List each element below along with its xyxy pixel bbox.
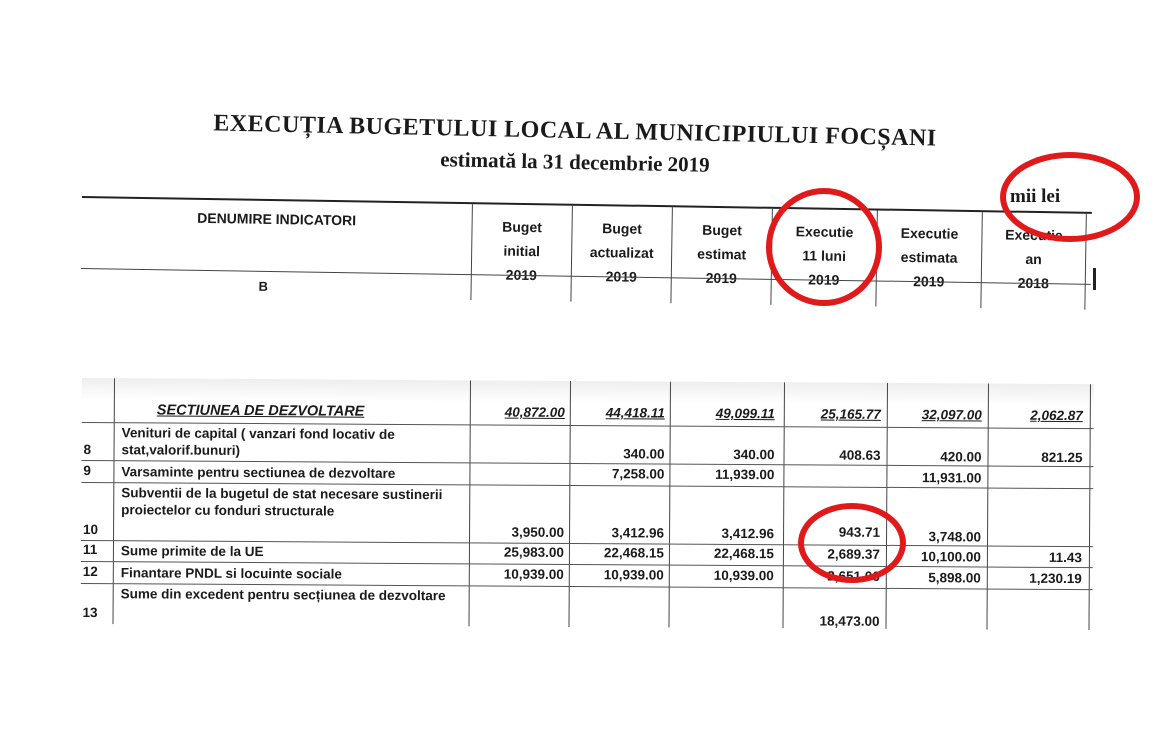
row-name: Subventii de la bugetul de stat necesare sustinerii proiectelor cu fonduri structurale — [121, 485, 443, 519]
row-number: 13 — [82, 605, 98, 621]
row-number: 9 — [83, 463, 91, 479]
header-col-4-line-2: 11 luni — [802, 247, 847, 265]
row-value: 2,062.87 — [1030, 407, 1083, 424]
row-number: 11 — [82, 542, 98, 558]
header-name: DENUMIRE INDICATORI — [197, 209, 357, 229]
table-row — [80, 585, 1092, 630]
header-col-2-line-2: actualizat — [589, 243, 654, 261]
header-col-6-line-1: Executie — [1005, 226, 1063, 244]
row-value: 2,689.37 — [827, 546, 880, 562]
header-col-1 — [470, 204, 571, 302]
row-value: 340.00 — [623, 446, 665, 462]
row-value: 10,100.00 — [920, 549, 981, 565]
header-col-4-line-1: Executie — [795, 223, 854, 241]
header-col-6-line-3: 2018 — [1017, 274, 1049, 292]
row-value: 22,468.15 — [713, 545, 774, 562]
row-name: Venituri de capital ( vanzari fond locativ de stat,valorif.bunuri) — [121, 425, 395, 458]
document-subtitle: estimată la 31 decembrie 2019 — [440, 147, 710, 177]
row-value: 40,872.00 — [504, 404, 565, 420]
table-row — [81, 484, 1093, 546]
row-value: 3,412.96 — [611, 525, 665, 541]
row-number: 10 — [83, 522, 99, 538]
row-name: Sume din excedent pentru secțiunea de dezvoltare — [120, 586, 446, 604]
table-header — [80, 196, 1091, 310]
row-value: 420.00 — [940, 449, 982, 465]
row-value: 3,748.00 — [928, 529, 982, 545]
row-value: 22,468.15 — [603, 545, 664, 561]
row-number: 8 — [83, 442, 92, 458]
row-value: 18,473.00 — [819, 613, 880, 629]
header-col-3-line-2: estimat — [697, 245, 747, 263]
row-value: 32,097.00 — [921, 407, 982, 423]
row-number: 12 — [82, 564, 98, 580]
header-col-6-line-2: an — [1025, 250, 1042, 268]
header-col-5-line-2: estimata — [900, 248, 958, 266]
row-value: 821.25 — [1041, 449, 1083, 466]
header-col-5 — [875, 210, 981, 308]
header-col-2-line-1: Buget — [602, 220, 643, 237]
header-col-3 — [670, 207, 771, 305]
row-value: 25,983.00 — [503, 544, 564, 560]
table-body — [80, 378, 1093, 630]
row-value: 44,418.11 — [605, 405, 665, 421]
row-value: 2,651.06 — [827, 568, 880, 584]
row-value: 943.71 — [838, 524, 881, 540]
header-col-5-line-1: Executie — [900, 224, 959, 242]
row-value: 11,931.00 — [922, 470, 982, 486]
row-name: Varsaminte pentru sectiunea de dezvoltare — [121, 464, 396, 481]
row-value: 5,898.00 — [928, 570, 981, 586]
row-value: 7,258.00 — [611, 466, 665, 482]
row-name: Sume primite de la UE — [120, 543, 264, 560]
row-value: 11,939.00 — [715, 466, 775, 483]
row-value: 49,099.11 — [715, 405, 775, 422]
header-name-cell — [80, 198, 471, 300]
row-value: 10,939.00 — [713, 567, 774, 584]
table-row — [81, 424, 1093, 466]
header-col-1-line-1: Buget — [502, 218, 543, 236]
document-title: EXECUȚIA BUGETULUI LOCAL AL MUNICIPIULUI FOCȘANI — [213, 110, 937, 152]
header-col-6 — [980, 212, 1086, 310]
unit-label: mii lei — [1010, 186, 1061, 207]
row-name: Finantare PNDL si locuinte sociale — [120, 565, 342, 582]
row-value: 408.63 — [839, 447, 881, 463]
row-name: SECTIUNEA DE DEZVOLTARE — [156, 402, 365, 420]
row-value: 25,165.77 — [820, 406, 881, 422]
header-col-4 — [770, 209, 876, 307]
row-value: 11.43 — [1048, 549, 1082, 566]
row-value: 3,412.96 — [721, 525, 775, 542]
edge-mark — [1093, 268, 1096, 290]
row-value: 10,939.00 — [603, 567, 664, 583]
header-col-2 — [570, 206, 671, 304]
header-col-1-line-2: initial — [503, 242, 541, 260]
row-value: 1,230.19 — [1029, 570, 1082, 587]
header-b-label: B — [258, 278, 269, 294]
row-value: 10,939.00 — [503, 566, 564, 582]
row-value: 340.00 — [733, 446, 775, 463]
header-col-3-line-1: Buget — [702, 221, 742, 239]
row-value: 3,950.00 — [511, 524, 565, 540]
